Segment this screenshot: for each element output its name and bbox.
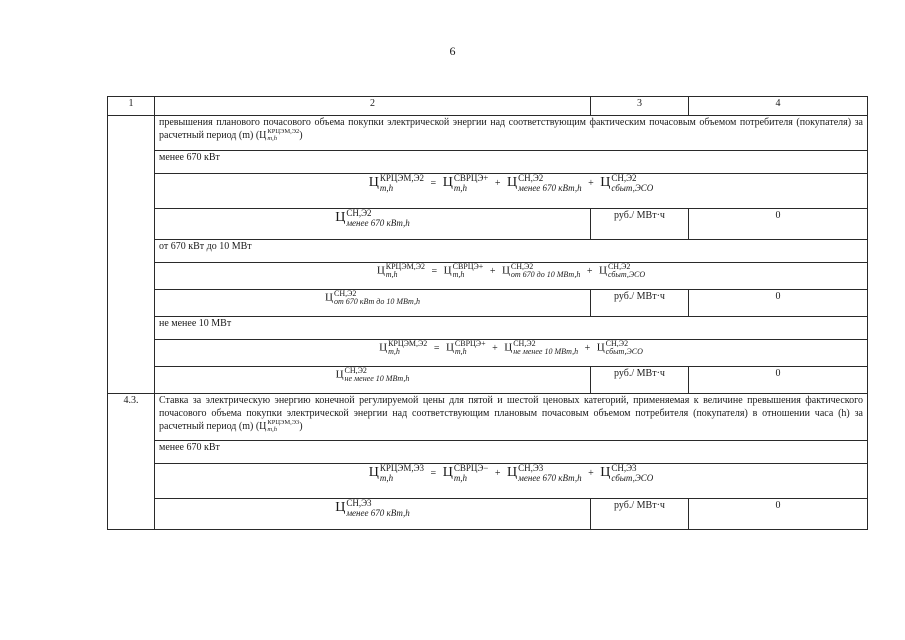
- group-label-row: [108, 240, 868, 263]
- header-col-3: 3: [591, 97, 689, 116]
- formula: Ц КРЦЭМ,Э2 m,h = Ц СВРЦЭ+ m,h + Ц СН,Э2 от 670 до 10 МВт,h + Ц СН,Э2 сбыт,ЭСО: [155, 263, 868, 290]
- group-label: от 670 кВт до 10 МВт: [155, 240, 868, 263]
- tariff-table: [107, 96, 868, 530]
- rate-value: 0: [689, 209, 868, 240]
- section-continuation-row: [108, 116, 868, 151]
- header-row: [108, 97, 868, 116]
- section-4-3-row: [108, 394, 868, 441]
- group-label: менее 670 кВт: [155, 441, 868, 464]
- rate-value: 0: [689, 367, 868, 394]
- rate-row: [108, 367, 868, 394]
- section-description: превышения планового почасового объема покупки электрической энергии над соответствующим фактическим почасовым объемом потребителя (покупателя) за расчетный период (m) (Ц КРЦЭМ,Э2 m,h ): [155, 116, 868, 151]
- page-number: 6: [449, 44, 456, 58]
- section-symbol: Ц КРЦЭМ,Э2 m,h: [259, 128, 300, 142]
- rate-value: 0: [689, 290, 868, 317]
- rate-value: 0: [689, 499, 868, 530]
- formula-row: [108, 263, 868, 290]
- section-symbol: Ц КРЦЭМ,Э3 m,h: [259, 419, 300, 433]
- formula-row: [108, 340, 868, 367]
- header-col-2: 2: [155, 97, 591, 116]
- rate-row: [108, 499, 868, 530]
- section-description-text: Ставка за электрическую энергию конечной регулируемой цены для пятой и шестой ценовых категорий, применяемая к величине превышения фактического почасового объема покупки электрической энергии над соответствующим плановым почасовым объемом потребителя (покупателя) в отношении часа (h) за расчетный период (m) (: [159, 395, 863, 433]
- formula-row: [108, 174, 868, 209]
- section-number: 4.3.: [108, 394, 155, 530]
- rate-unit: руб./ МВт·ч: [591, 290, 689, 317]
- section-description-text: превышения планового почасового объема покупки электрической энергии над соответствующим фактическим почасовым объемом потребителя (покупателя) за расчетный период (m) (: [159, 117, 863, 142]
- rate-symbol: Ц СН,Э2 менее 670 кВт,h: [155, 209, 591, 240]
- rate-symbol: Ц СН,Э2 не менее 10 МВт,h: [155, 367, 591, 394]
- rate-unit: руб./ МВт·ч: [591, 367, 689, 394]
- rate-unit: руб./ МВт·ч: [591, 209, 689, 240]
- header-col-1: 1: [108, 97, 155, 116]
- rate-unit: руб./ МВт·ч: [591, 499, 689, 530]
- section-number-cell-empty: [108, 116, 155, 394]
- rate-symbol: Ц СН,Э2 от 670 кВт до 10 МВт,h: [155, 290, 591, 317]
- formula-row: [108, 464, 868, 499]
- group-label: менее 670 кВт: [155, 151, 868, 174]
- formula: Ц КРЦЭМ,Э2 m,h = Ц СВРЦЭ+ m,h + Ц СН,Э2 не менее 10 МВт,h + Ц СН,Э2 сбыт,ЭСО: [155, 340, 868, 367]
- rate-row: [108, 290, 868, 317]
- formula: Ц КРЦЭМ,Э3 m,h = Ц СВРЦЭ− m,h + Ц СН,Э3 менее 670 кВт,h + Ц СН,Э3 сбыт,ЭСО: [155, 464, 868, 499]
- formula: Ц КРЦЭМ,Э2 m,h = Ц СВРЦЭ+ m,h + Ц СН,Э2 менее 670 кВт,h + Ц СН,Э2 сбыт,ЭСО: [155, 174, 868, 209]
- rate-symbol: Ц СН,Э3 менее 670 кВт,h: [155, 499, 591, 530]
- group-label-row: [108, 441, 868, 464]
- group-label-row: [108, 151, 868, 174]
- section-description: Ставка за электрическую энергию конечной регулируемой цены для пятой и шестой ценовых категорий, применяемая к величине превышения фактического почасового объема покупки электрической энергии над соответствующим плановым почасовым объемом потребителя (покупателя) в отношении часа (h) за расчетный период (m) (Ц КРЦЭМ,Э3 m,h ): [155, 394, 868, 441]
- group-label-row: [108, 317, 868, 340]
- group-label: не менее 10 МВт: [155, 317, 868, 340]
- rate-row: [108, 209, 868, 240]
- header-col-4: 4: [689, 97, 868, 116]
